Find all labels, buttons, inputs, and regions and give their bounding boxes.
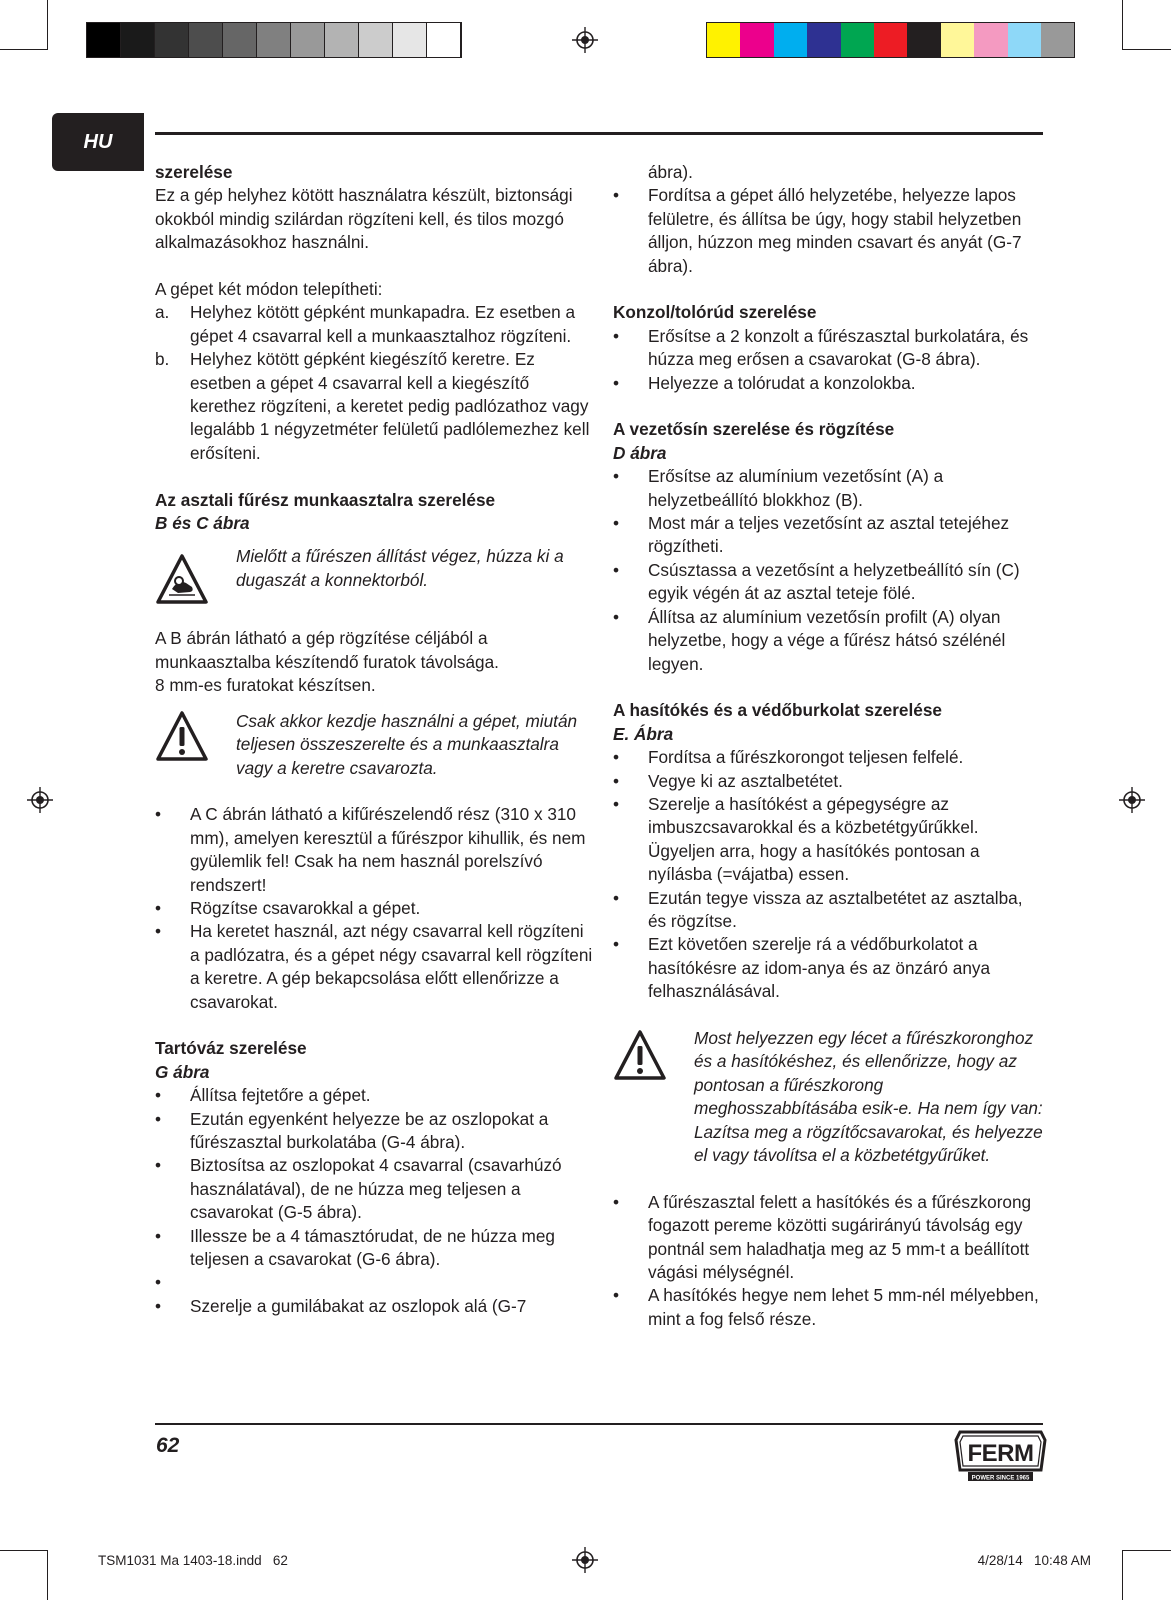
gray-swatch bbox=[87, 23, 121, 57]
registration-mark-icon bbox=[1119, 787, 1145, 813]
color-swatch bbox=[740, 23, 773, 57]
left-column bbox=[155, 161, 595, 1318]
svg-text:POWER SINCE 1965: POWER SINCE 1965 bbox=[971, 1475, 1030, 1482]
list-item: • A hasítókés hegye nem lehet 5 mm-nél mélyebben, mint a fog felső része. bbox=[613, 1285, 1039, 1329]
section-heading: szerelése bbox=[155, 162, 233, 182]
registration-mark-icon bbox=[572, 27, 598, 53]
paragraph: ábra). bbox=[648, 162, 693, 182]
list-item: b. Helyhez kötött gépként kiegészítő keretre. Ez esetben a gépet 4 csavarral kell a kiegészítő kerethez rögzíteni, a keretet pedig padlózathoz vagy legalább 1 négyzetméter felületű padlólemezhez kell erősíteni. bbox=[155, 349, 590, 463]
gray-swatch bbox=[427, 23, 461, 57]
figure-reference: G ábra bbox=[155, 1061, 210, 1082]
list-item: • Most már a teljes vezetősínt az asztal tetejéhez rögzítheti. bbox=[613, 513, 1010, 557]
exclamation-warning-icon bbox=[613, 1029, 667, 1081]
caution-warning bbox=[155, 710, 595, 780]
color-swatch bbox=[1041, 23, 1074, 57]
list-item: • Állítsa fejtetőre a gépet. bbox=[155, 1085, 371, 1106]
footer-rule bbox=[155, 1423, 1043, 1425]
slug-filename: TSM1031 Ma 1403-18.indd 62 bbox=[98, 1553, 288, 1568]
page-number: 62 bbox=[156, 1434, 180, 1457]
color-swatch bbox=[941, 23, 974, 57]
section-heading: A hasítókés és a védőburkolat szerelése bbox=[613, 700, 942, 721]
list-item: • Állítsa az alumínium vezetősín profilt (A) olyan helyzetbe, hogy a vége a fűrész hátsó szélénél legyen. bbox=[613, 606, 1006, 674]
crop-mark bbox=[1122, 1550, 1171, 1551]
slug-timestamp: 4/28/14 10:48 AM bbox=[977, 1553, 1091, 1568]
paragraph: Ez a gép helyhez kötött használatra készült, biztonsági okokból mindig szilárdan rögzíteni kell, és tilos mozgó alkalmazásokhoz használni. bbox=[155, 185, 573, 253]
paragraph: A B ábrán látható a gép rögzítése céljából a munkaasztalba készítendő furatok távolsága. bbox=[155, 628, 499, 672]
unplug-warning-icon bbox=[155, 553, 209, 605]
warning-text: Csak akkor kezdje használni a gépet, miután teljesen összeszerelte és a munkaasztalra vagy a keretre csavarozta. bbox=[236, 710, 578, 778]
right-column bbox=[613, 161, 1043, 1331]
list-item: • Vegye ki az asztalbetétet. bbox=[613, 770, 843, 791]
figure-reference: B és C ábra bbox=[155, 513, 250, 534]
gray-swatch bbox=[291, 23, 325, 57]
list-item: • bbox=[155, 1272, 162, 1293]
list-item: • Rögzítse csavarokkal a gépet. bbox=[155, 897, 421, 918]
list-item: • Csúsztassa a vezetősínt a helyzetbeállító sín (C) egyik végén át az asztal teteje fölé. bbox=[613, 559, 1020, 604]
color-swatch bbox=[841, 23, 874, 57]
unplug-warning bbox=[155, 545, 595, 615]
ferm-logo bbox=[954, 1430, 1047, 1482]
registration-mark-icon bbox=[27, 787, 53, 813]
list-item: • Biztosítsa az oszlopokat 4 csavarral (csavarhúzó használatával), de ne húzza meg teljesen a csavarokat (G-5 ábra). bbox=[155, 1155, 562, 1223]
crop-mark bbox=[1122, 0, 1123, 50]
crop-mark bbox=[47, 0, 48, 50]
grayscale-calibration-bar bbox=[86, 22, 462, 58]
gray-swatch bbox=[223, 23, 257, 57]
warning-text: Mielőtt a fűrészen állítást végez, húzza ki a dugaszát a konnektorból. bbox=[236, 546, 564, 590]
gray-swatch bbox=[189, 23, 223, 57]
figure-reference: D ábra bbox=[613, 442, 667, 463]
list-item: • Fordítsa a fűrészkorongot teljesen felfelé. bbox=[613, 747, 964, 768]
color-swatch bbox=[707, 23, 740, 57]
list-item: • Erősítse a 2 konzolt a fűrészasztal burkolatára, és húzza meg erősen a csavarokat (G-8 ábra). bbox=[613, 325, 1029, 370]
list-item: • Szerelje a hasítókést a gépegységre az imbuszcsavarokkal és a közbetétgyűrűkkel. Ügyeljen arra, hogy a hasítókés pontosan a nyílásba (=vájatba) essen. bbox=[613, 793, 980, 885]
list-item: • Ezt követően szerelje rá a védőburkolatot a hasítókésre az idom-anya és az önzáró anya felhasználásával. bbox=[613, 934, 991, 1002]
color-calibration-bar bbox=[706, 22, 1075, 58]
language-code: HU bbox=[83, 130, 113, 153]
list-item: • Erősítse az alumínium vezetősínt (A) a helyzetbeállító blokkhoz (B). bbox=[613, 466, 944, 510]
section-heading: Konzol/tolórúd szerelése bbox=[613, 302, 817, 323]
svg-text:FERM: FERM bbox=[967, 1440, 1034, 1467]
list-item: • A fűrészasztal felett a hasítókés és a fűrészkorong fogazott pereme közötti sugárirányú távolság egy pontnál sem haladhatja meg az 5 mm-t a beállított vágási mélységnél. bbox=[613, 1191, 1032, 1283]
warning-text: Most helyezzen egy lécet a fűrészkoronghoz és a hasítókéshez, és ellenőrizze, hogy az pontosan a fűrészkorong meghosszabbításába esik-e. Ha nem így van: Lazítsa meg a rögzítőcsavarokat, és helyezze el vagy távolítsa el a közbetétgyűrűket. bbox=[694, 1027, 1043, 1165]
crop-mark bbox=[1122, 49, 1171, 50]
caution-warning bbox=[613, 1027, 1043, 1167]
crop-mark bbox=[47, 1550, 48, 1600]
section-heading: Tartóváz szerelése bbox=[155, 1038, 307, 1059]
section-heading: Az asztali fűrész munkaasztalra szerelése bbox=[155, 489, 496, 510]
color-swatch bbox=[907, 23, 940, 57]
gray-swatch bbox=[121, 23, 155, 57]
gray-swatch bbox=[155, 23, 189, 57]
color-swatch bbox=[774, 23, 807, 57]
figure-reference: E. Ábra bbox=[613, 723, 674, 744]
gray-swatch bbox=[325, 23, 359, 57]
list-item: • Illessze be a 4 támasztórudat, de ne húzza meg teljesen a csavarokat (G-6 ábra). bbox=[155, 1225, 555, 1269]
color-swatch bbox=[974, 23, 1007, 57]
color-swatch bbox=[1008, 23, 1041, 57]
language-tab bbox=[52, 113, 144, 171]
paragraph: 8 mm-es furatokat készítsen. bbox=[155, 675, 376, 696]
crop-mark bbox=[1122, 1550, 1123, 1600]
list-item: • Ezután tegye vissza az asztalbetétet az asztalba, és rögzítse. bbox=[613, 887, 1023, 931]
gray-swatch bbox=[359, 23, 393, 57]
list-item: • Ezután egyenként helyezze be az oszlopokat a fűrészasztal burkolatába (G-4 ábra). bbox=[155, 1108, 549, 1152]
list-item: • Ha keretet használ, azt négy csavarral kell rögzíteni a padlózatra, és a gépet négy csavarral kell rögzíteni a keretre. A gép bekapcsolása előtt ellenőrizze a csavarokat. bbox=[155, 921, 593, 1012]
exclamation-warning-icon bbox=[155, 710, 209, 762]
color-swatch bbox=[874, 23, 907, 57]
registration-mark-icon bbox=[572, 1547, 598, 1573]
crop-mark bbox=[0, 49, 48, 50]
color-swatch bbox=[807, 23, 840, 57]
header-rule bbox=[155, 132, 1043, 135]
list-item: a. Helyhez kötött gépként munkapadra. Ez esetben a gépet 4 csavarral kell a munkaasztalhoz rögzíteni. bbox=[155, 302, 576, 346]
gray-swatch bbox=[393, 23, 427, 57]
paragraph: A gépet két módon telepítheti: bbox=[155, 279, 383, 300]
crop-mark bbox=[0, 1550, 48, 1551]
list-item: • Fordítsa a gépet álló helyzetébe, helyezze lapos felületre, és állítsa be úgy, hogy stabil helyzetben álljon, húzzon meg minden csavart és anyát (G-7 ábra). bbox=[613, 185, 1022, 276]
list-item: • Szerelje a gumilábakat az oszlopok alá (G-7 bbox=[155, 1295, 527, 1316]
section-heading: A vezetősín szerelése és rögzítése bbox=[613, 419, 895, 440]
list-item: • Helyezze a tolórudat a konzolokba. bbox=[613, 372, 916, 393]
list-item: • A C ábrán látható a kifűrészelendő rész (310 x 310 mm), amelyen keresztül a fűrészpor kihullik, és nem gyülemlik fel! Csak ha nem használ porelszívó rendszert! bbox=[155, 804, 586, 895]
gray-swatch bbox=[257, 23, 291, 57]
